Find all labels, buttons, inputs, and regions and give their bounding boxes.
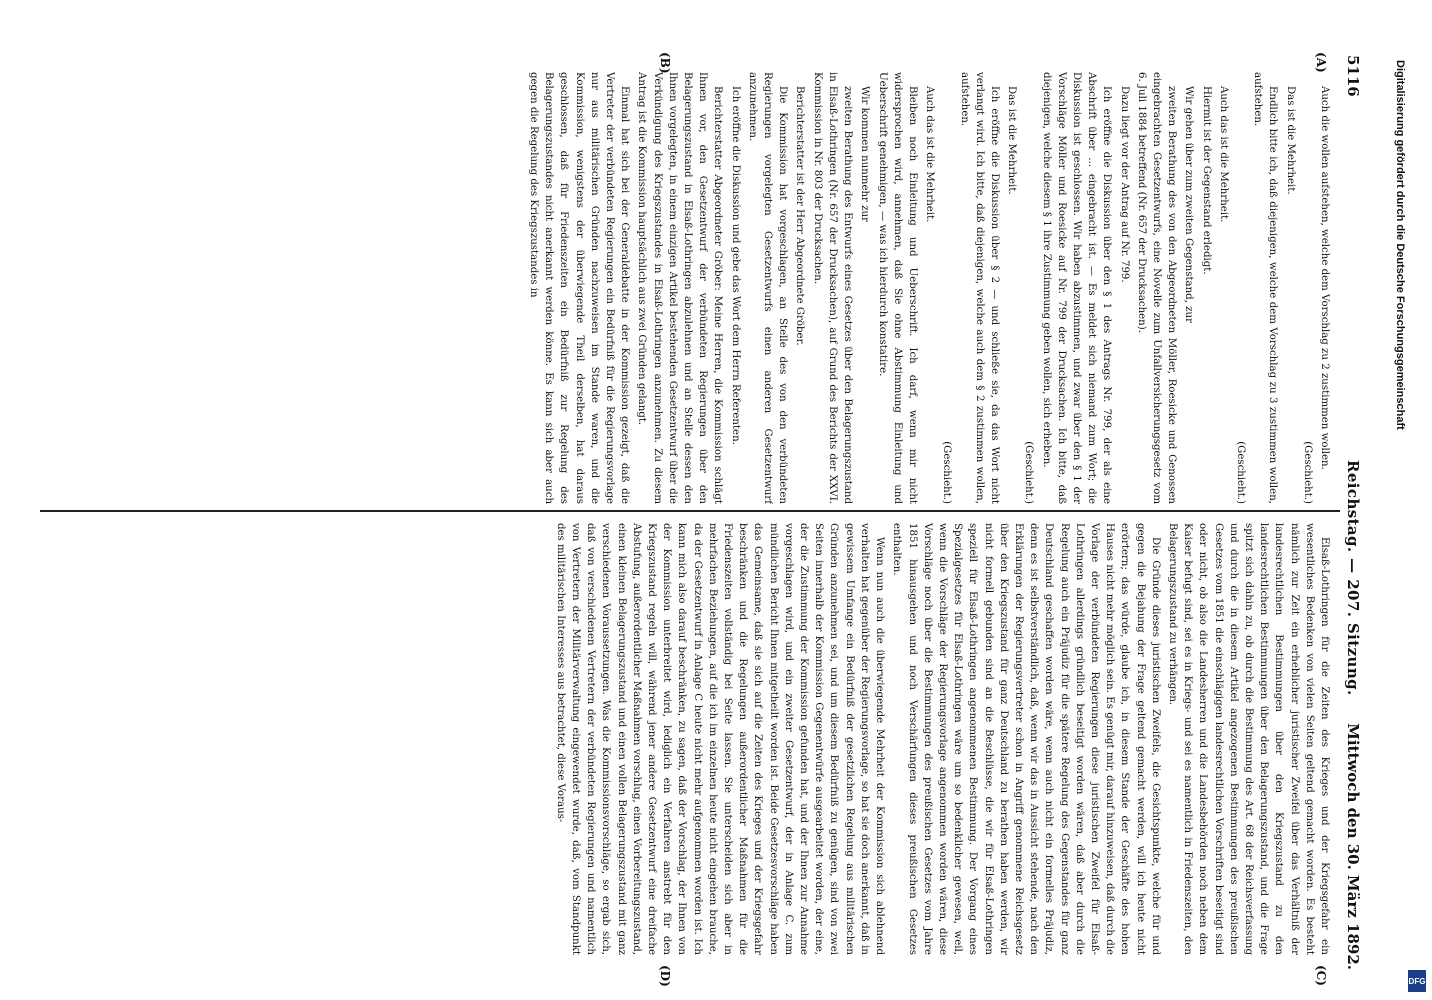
marker-b: (B) (658, 52, 672, 74)
page-header (1340, 55, 1362, 970)
paragraph: Ich eröffne die Diskussion über den § 1 des Antrags Nr. 799, der als eine Abschrift über ... eingebracht ist. — Es meldet sich niemand zum Wort; die Diskussion ist geschlossen. Wir haben abzustimmen, und zwar über den § 1 der Vorschläge Möller und Roesicke auf Nr. 799 der Drucksachen. Ich bitte, daß diejenigen, welche diesem § 1 ihre Zustimmung geben wollen, sich erheben. (1040, 72, 1113, 504)
paragraph: Ich eröffne die Diskussion über § 2 — und schließe sie, da das Wort nicht verlangt wird. Ich bitte, daß diejenigen, welche auch dem § 2 zustimmen wollen, aufstehen. (958, 72, 1000, 504)
paragraph: (Geschieht.) (941, 441, 953, 504)
paragraph: Wir gehen über zum zweiten Gegenstand, zur (1183, 86, 1195, 323)
right-column (42, 523, 1332, 955)
paragraph: Berichterstatter ist der Herr Abgeordnete Gröber. (794, 86, 806, 346)
paragraph: Auch das ist die Mehrheit. (924, 86, 936, 223)
footer-note: Digitalisierung gefördert durch die Deutsche Forschungsgemeinschaft (1394, 60, 1406, 430)
paragraph: Wir kommen nunmehr zur (859, 86, 871, 222)
paragraph: Auch das ist die Mehrheit. (1217, 86, 1229, 223)
paragraph: Wenn nun auch die überwiegende Mehrheit der Kommission sich ablehnend verhalten hat gegenüber der Regierungsvorlage, so hat sie doch anerkannt, daß in gewissem Umfange ein Bedürfniß der gesetzlichen Regelung aus militärischen Gründen anzunehmen sei, und um diesem Bedürfniß zu genügen, sind von zwei Seiten innerhalb der Kommission Gegenentwürfe ausgearbeitet worden, der eine, der die Zustimmung der Kommission gefunden hat, und der Ihnen zur Annahme vorgeschlagen wird, und ein zweiter Gesetzentwurf, der in Anlage C. zum mündlichen Bericht Ihnen mitgetheilt worden ist. Beide Gesetzesvorschläge haben das Gemeinsame, daß sie sich auf die Zeiten des Krieges und der Kriegsgefahr beschränken und die Regelungen außerordentlicher Maßnahmen für die Friedenszeiten vollständig bei Seite lassen. Sie unterscheiden sich aber in mehrfachen Beziehungen, auf die ich im einzelnen heute nicht eingehen brauche, da der Gesetzentwurf in Anlage C heute nicht mehr aufgenommen worden ist. Ich kann mich also darauf beschränken, zu sagen, daß der Vorschlag, der Ihnen von der Kommission unterbreitet wird, lediglich ein Verfahren anstrebt für den Kriegszustand regeln will, während jener andere Gesetzentwurf eine dreifache Abstufung, außerordentlicher Maßnahmen vorschlug, einen Vorbereitungszustand, einen kleinen Belagerungszustand und einen vollen Belagerungszustand mit ganz verschiedenen Voraussetzungen. Was die Kommissionsvorschläge, so ergab sich, daß von verschiedenen Vertretern der verbündeten Regierungen und namentlich von Vertretern der Militärverwaltung eingewendet wurde, daß, vom Standpunkt des militärischen Interesses aus betrachtet, diese Voraus- (554, 523, 886, 955)
paragraph: Bleiben noch Einleitung und Ueberschrift. Ich darf, wenn mir nicht widersprochen wird, annehmen, daß Sie ohne Abstimmung Einleitung und Ueberschrift genehmigen, — was ich hierdurch konstatire. (876, 72, 918, 504)
paragraph: Das ist die Mehrheit. (1284, 86, 1296, 195)
paragraph: Die Gründe dieses juristischen Zweifels, die Gesichtspunkte, welche für und gegen die Bejahung der Frage geltend gemacht werden, will ich heute nicht erörtern; das würde, glaube ich, in diesem Stande der Geschäfte des hohen Hauses nicht mehr möglich sein. Es genügt mir, darauf hinzuweisen, daß durch die Vorlage der verbündeten Regierungen diese juristischen Zweifel für Elsaß-Lothringen allerdings gründlich beseitigt worden wären, daß aber durch die Regelung auch ein Präjudiz für die spätere Regelung des Gegenstandes für ganz Deutschland geschaffen worden wäre, wenn auch nicht ein formelles Präjudiz, denn es ist selbstverständlich, daß, wenn wir das in Aussicht stehende, nach den Erklärungen der Regierungsvertreter schon in Angriff genommene Reichsgesetz über den Kriegszustand für ganz Deutschland zu berathen haben werden, wir nicht formell gebunden sind an die Beschlüsse, die wir für Elsaß-Lothringen speziell für Elsaß-Lothringen angenommenen Bestimmung. Der Vorgang eines Spezialgesetzes für Elsaß-Lothringen wäre um so bedenklicher gewesen, weil, wenn die Vorschläge der Regierungsvorlage angenommen worden wären, diese Vorschläge noch über die Bestimmungen des preußischen Gesetzes vom Jahre 1851 hinausgehen und noch Verschärfungen dieses preußischen Gesetzes enthalten. (891, 523, 1161, 955)
paragraph: (Geschieht.) (1301, 441, 1313, 504)
paragraph: Auch die wollen aufstehen, welche dem Vorschlag zu 2 zustimmen wollen. (1319, 86, 1330, 470)
column-divider (40, 510, 1340, 512)
paragraph: (Geschieht.) (1023, 441, 1035, 504)
paragraph: Ich eröffne die Diskussion und gebe das Wort dem Herrn Referenten. (729, 86, 741, 445)
page-date: Mittwoch den 30. März 1892. (1344, 723, 1362, 970)
paragraph: Berichterstatter Abgeordneter Gröber: Meine Herren, die Kommission schlägt Ihnen vor, den Gesetzentwurf der verbündeten Regierungen über den Belagerungszustand in Elsaß-Lothringen abzulehnen und an Stelle dessen den Ihnen vorgelegten, in einem einzigen Artikel bestehenden Gesetzentwurf über die Verkündigung des Kriegszustandes in Elsaß-Lothringen anzunehmen. Zu diesem Antrag ist die Kommission hauptsächlich aus zwei Gründen gelangt. (636, 72, 724, 504)
paragraph: Dazu liegt vor der Antrag auf Nr. 799. (1118, 86, 1130, 283)
paragraph: Elsaß-Lothringen für die Zeiten des Krieges und der Kriegsgefahr ein wesentliches Bedenken von vielen Seiten geltend gemacht worden. Es besteht nämlich zur Zeit ein erheblicher juristischer Zweifel über das Verhältniß der landesrechtlichen Bestimmungen über den Kriegszustand zu den landesrechtlichen Bestimmungen über den Belagerungszustand, und die Frage spitzt sich dahin zu, ob durch die Bestimmung des Art. 68 der Reichsverfassung und durch die in diesem Artikel angezogenen Bestimmungen des preußischen Gesetzes vom 1851 die einschlägigen landesrechtlichen Vorschriften beseitigt sind oder nicht, ob also die Landesherren und die Landesbehörden noch neben dem Kaiser befugt sind, sei es in Kriegs- und sei es namentlich in Friedenszeiten, den Belagerungszustand zu verhängen. (1166, 523, 1330, 955)
paragraph: zweiten Berathung des Entwurfs eines Gesetzes über den Belagerungszustand in Elsaß-Lothringen (Nr. 657 der Drucksachen), auf Grund des Berichts der XXVI. Kommission in Nr. 803 der Drucksachen. (811, 72, 854, 504)
paragraph: (Geschieht.) (1234, 441, 1246, 504)
dfg-logo: DFG (1408, 970, 1426, 992)
page-number: 5116 (1344, 55, 1362, 97)
paragraph: Das ist die Mehrheit. (1006, 86, 1018, 195)
paragraph: Endlich bitte ich, daß diejenigen, welche dem Vorschlag zu 3 zustimmen wollen, aufstehen. (1252, 72, 1279, 504)
paragraph: Einmal hat sich bei der Generaldebatte in der Kommission gezeigt, daß die Vertreter der verbündeten Regierungen ein Bedürfniß für die Regierungsvorlage nur aus militärischen Gründen nachzuweisen im Stande waren, und die Kommission, wenigstens der überwiegende Theil derselben, hat daraus geschlossen, daß für Friedenszeiten ein Bedürfniß zur Regelung des Belagerungszustandes nicht anerkannt werden könne. Es kann sich aber auch gegen die Regelung des Kriegszustandes in (528, 72, 631, 504)
paragraph: Hiermit ist der Gegenstand erledigt. (1200, 86, 1212, 275)
paragraph: zweiten Berathung des von den Abgeordneten Möller, Roesicke und Genossen eingebrachten Gesetzentwurfs, eine Novelle zum Unfallversicherungsgesetz vom 6. Juli 1884 betreffend (Nr. 657 der Drucksachen). (1135, 72, 1178, 504)
marker-d: (D) (658, 965, 672, 987)
page-title: Reichstag. — 207. Sitzung. (1344, 460, 1362, 696)
marker-a: (A) (1314, 52, 1328, 73)
left-column (42, 72, 1332, 504)
paragraph: Die Kommission hat vorgeschlagen, an Stelle des von den verbündeten Regierungen vorgelegten Gesetzentwurfs einen anderen Gesetzentwurf anzunehmen. (746, 72, 789, 504)
marker-c: (C) (1314, 965, 1328, 986)
